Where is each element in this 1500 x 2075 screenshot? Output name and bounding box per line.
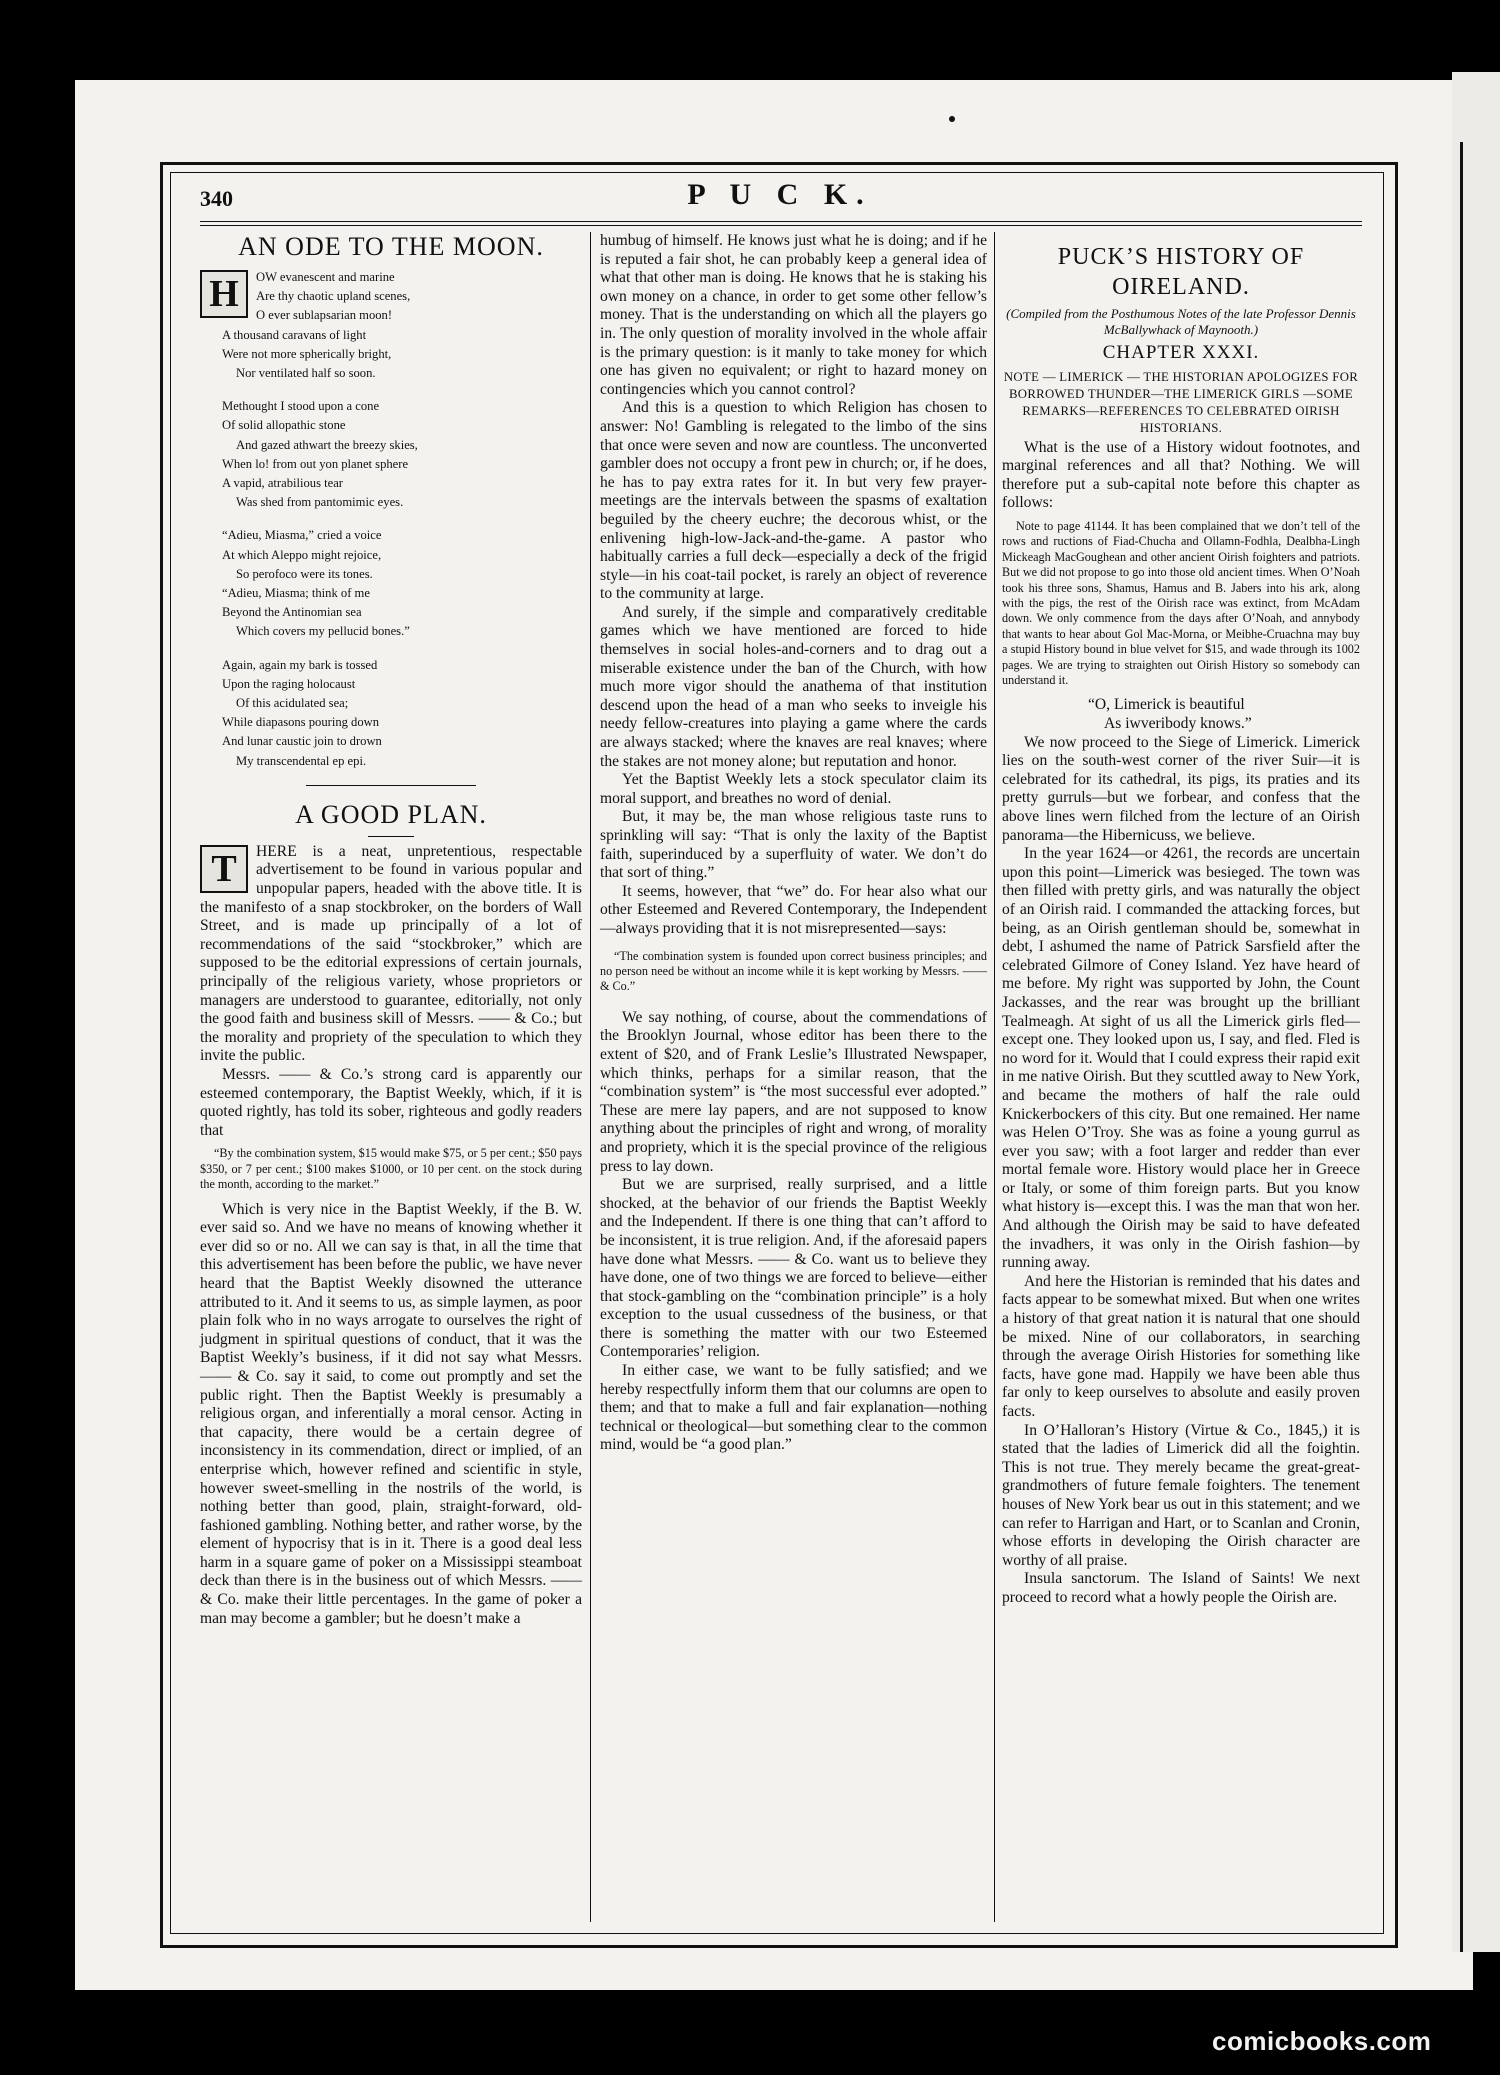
plan-quote (200, 1146, 582, 1192)
poem-stanza-1 (200, 268, 582, 383)
poem-line: Were not more spherically bright, (222, 346, 392, 361)
poem-line: OW evanescent and marine (256, 270, 395, 284)
plan-paragraph-3: Which is very nice in the Baptist Weekly, if the B. W. ever said so. And we have no means of knowing whether it ever did so or no. All we can say is that, in all the time that this advertisement has been before the public, we have never heard that the Baptist Weekly disowned the utterance attributed to it. And it seems to us, as simple laymen, as poor plain folk who in no ways arrogate to ourselves the right of judgment in spiritual questions of conduct, that it was the Baptist Weekly’s business, if it did not say what Messrs. —— & Co. say it said, to come out promptly and set the public right. Then the Baptist Weekly is presumably a religious organ, and inferentially a moral censor. Acting in that capacity, there would be a certain degree of inconsistency in its commendation, direct or implied, of an enterprise which, however refined and scientific in style, however sweet-smelling in the nostrils of the world, is nothing better than good, plain, straight-forward, old-fashioned gambling. Nothing better, and rather worse, by the element of hypocrisy that is in it. There is a good deal less harm in a square game of poker on a Mississippi steamboat deck than there is in the business out of which Messrs. —— & Co. make their little percentages. In the game of poker a man may become a gambler; but he doesn’t make a (200, 1200, 582, 1627)
history-paragraph-6: Insula sanctorum. The Island of Saints! We next proceed to record what a howly people the Oirish are. (1002, 1570, 1360, 1606)
poem-line: Upon the raging holocaust (222, 676, 356, 691)
plan-drop-cap: T (200, 845, 248, 893)
header-rule-bottom (200, 225, 1362, 226)
col2-paragraph-3: And surely, if the simple and comparatively creditable games which we have mentioned are forced to hide themselves in social holes-and-corners and to drag out a miserable existence under the ban of the Church, with how much more vigor should the anathema of that institution descend upon the head of a man who seeks to inveigle his needy fellow-creatures into playing a game where the cards are always stacked; where the knaves are real knaves; where the stakes are not money alone; but reputation and honor. (600, 603, 987, 770)
ode-title: AN ODE TO THE MOON. (238, 232, 544, 261)
history-title: PUCK’S HISTORY OF OIRELAND. (1057, 244, 1305, 300)
col2-paragraph-5: But, it may be, the man whose religious taste runs to sprinkling will say: “That is only the laxity of the Baptist faith, superinduced by a superfluity of water. We don’t do that sort of thing.” (600, 808, 987, 882)
good-plan-title: A GOOD PLAN. (295, 799, 487, 829)
col2-paragraph-7: We say nothing, of course, about the commendations of the Brooklyn Journal, whose editor has been there to the extent of $20, and of Frank Leslie’s Illustrated Newspaper, which thinks, perhaps for a similar reason, that the “combination system” is “the most successful ever adopted.” These are mere lay papers, and are not supposed to know anything about the principles of right and wrong, of morality and propriety, which it is the special province of the religious press to lay down. (600, 1008, 987, 1175)
ink-dot (949, 116, 955, 122)
poem-line: Of solid allopathic stone (222, 418, 346, 433)
poem-line: A thousand caravans of light (222, 327, 367, 342)
poem-line: O ever sublapsarian moon! (256, 308, 393, 323)
poem-line: Was shed from pantomimic eyes. (236, 495, 404, 510)
history-paragraph-1: What is the use of a History widout footnotes, and marginal references and all that? Nothing. We will therefore put a sub-capital note before this chapter as follows: (1002, 438, 1360, 512)
independent-quote (600, 949, 987, 995)
poem-line: Of this acidulated sea; (236, 696, 349, 711)
plan-paragraph-1: HERE is a neat, unpretentious, respectable advertisement to be found in various popular and unpopular papers, headed with the above title. It is the manifesto of a snap stockbroker, on the borders of Wall Street, and is made up principally of a lot of recommendations of the said “stockbroker,” which are supposed to be the editorial expressions of certain journals, principally of the religious variety, whose proprietors or managers are understood to guarantee, editorially, not only the good faith and business skill of Messrs. —— & Co.; but the morality and propriety of the speculation to which they invite the public. (200, 842, 582, 1065)
verse-line-2: As iwveribody knows.” (1104, 715, 1252, 733)
poem-line: “Adieu, Miasma; think of me (222, 586, 370, 601)
ode-drop-cap: H (200, 270, 248, 318)
column-divider-right (994, 232, 995, 1922)
poem-stanza-3 (222, 526, 582, 641)
page-number: 340 (200, 186, 233, 211)
poem-line: And gazed athwart the breezy skies, (236, 437, 418, 452)
page-header (200, 178, 1360, 218)
poem-line: While diapasons pouring down (222, 715, 380, 730)
history-paragraph-3: In the year 1624—or 4261, the records are uncertain upon this point—Limerick was besieged. The town was then filled with pretty girls, and was naturally the object of an Oirish raid. I commanded the attacking forces, but being, as an Oirish gentleman should be, somewhat in debt, I ashumed the name of Patrick Sarsfield after the celebrated Gilmore of Coney Island. Yez have heard of me before. My right was supported by John, the Count Jackasses, and the rear was brought up the brilliant Tealmeagh. At sight of us all the Limerick girls fled—except one. They looked upon us, I say, and fled. Fled is no word for it. Would that I could express their rapid exit in me native Oirish. But they scuttled away to New York, and became the mothers of half the rale ould Knickerbockers of this city. But one remained. Her name was Helen O’Troy. She was as foine a young gurrul as ever you saw; with a foot larger and redder than ever mortal female wore. History would place her in Greece or Italy, or some of thim foreign parts. But you know what history is—except this. I was the man that won her. And although the Oirish may be said to have defeated the invadhers, it was only in the Oirish fashion—by running away. (1002, 845, 1360, 1272)
col2-paragraph-4: Yet the Baptist Weekly lets a stock speculator claim its moral support, and breathes no word of denial. (600, 771, 987, 807)
poem-line: Again, again my bark is tossed (222, 657, 378, 672)
history-paragraph-2: We now proceed to the Siege of Limerick. Limerick lies on the south-west corner of the river Suir—it is celebrated for its cathedral, its pigs, its praties and its pretty gurruls—but we forbear, and confess that the above lines wern filched from the lecture of an Oirish panorama—the Hibernicuss, we believe. (1002, 733, 1360, 844)
section-separator (306, 785, 476, 786)
footnote-block (1002, 519, 1360, 688)
poem-line: At which Aleppo might rejoice, (222, 547, 382, 562)
history-paragraph-4: And here the Historian is reminded that his dates and facts appear to be somewhat mixed. But when one writes a history of that great nation it is natural that one should be mixed. Nine of our collaborators, in searching through the average Oirish Histories for something like facts, have gone mad. Happily we have been able thus far only to keep ourselves to absolute and easily proven facts. (1002, 1272, 1360, 1420)
poem-line: Which covers my pellucid bones.” (236, 624, 410, 639)
column-1 (200, 232, 582, 1628)
col2-paragraph-8: But we are surprised, really surprised, and a little shocked, at the behavior of our friends the Baptist Weekly and the Independent. If there is one thing that can’t afford to be inconsistent, it is true religion. And, if the aforesaid papers have done what Messrs. —— & Co. want us to believe they have done, one of two things we are forced to believe—either that stock-gambling on the “combination principle” is a holy exception to the usual cussedness of the business, or that there is something the matter with our two Esteemed Contemporaries’ religion. (600, 1176, 987, 1361)
next-page-edge (1452, 72, 1500, 1952)
col2-paragraph-6: It seems, however, that “we” do. For hear also what our other Esteemed and Revered Contemporary, the Independent—always providing that it is not misrepresented—says: (600, 882, 987, 937)
poem-line: So perofoco were its tones. (236, 566, 373, 581)
footnote-text: Note to page 41144. It has been complained that we don’t tell of the rows and ructions of Fiad-Chucha and Ollamn-Fodhla, Dealbha-Lingh Mickeagh MacGoughean and other ancient Oirish foighters and patriots. But we did not propose to go into those old ancient times. When O’Noah took his three sons, Shamus, Hamus and B. Jabers into his ark, along with the pigs, the rest of the Oirish race was extinct, from McAdam down. We only commence from the days after O’Noah, and annybody that wants to hear about Gol Mac-Morna, or Meibhe-Cruachna may buy a stupid History bound in blue velvet for $15, and wade through its 1002 pages. We are trying to straighten out Oirish History so somebody can understand it. (1002, 518, 1360, 688)
poem-stanza-2 (222, 397, 582, 512)
poem-stanza-4 (222, 656, 582, 771)
chapter-note: NOTE — LIMERICK — THE HISTORIAN APOLOGIZES FOR BORROWED THUNDER—THE LIMERICK GIRLS —SOME REMARKS—REFERENCES TO CELEBRATED OIRISH HISTORIANS. (1003, 369, 1359, 435)
poem-line: “Adieu, Miasma,” cried a voice (222, 528, 382, 543)
poem-line: Beyond the Antinomian sea (222, 605, 362, 620)
plan-paragraph-2: Messrs. —— & Co.’s strong card is apparently our esteemed contemporary, the Baptist Weekly, which, if it is quoted rightly, has told its sober, righteous and godly readers that (200, 1066, 582, 1139)
verse-line-1: “O, Limerick is beautiful (1088, 696, 1245, 714)
column-3 (1002, 232, 1360, 1608)
col2-paragraph-1: humbug of himself. He knows just what he is doing; and if he is reputed a fair shot, he can probably keep a general idea of what that other man is doing. He knows that he is staking his own money on a chance, in order to get some other fellow’s money. That is the understanding on which all the players go in. The only question of morality involved in the whole affair is the primary question: is it manly to take money for which one has given no equivalent; or right to hazard money on contingencies which you cannot control? (600, 232, 987, 398)
col2-paragraph-2: And this is a question to which Religion has chosen to answer: No! Gambling is relegated to the limbo of the sins that once were seven and now are countless. The unconverted gambler does not occupy a front pew in church; or, if he does, he has to pay extra rates for it. In but very few prayer-meetings are the intervals between the spasms of exaltation beguiled by the cheery euchre; the decorous whist, or the enlivening high-low-Jack-and-the-game. A pastor who habitually carries a full deck—especially a deck of the frigid style—in his coat-tail pocket, is rarely an object of reverence to the community at large. (600, 399, 987, 603)
poem-line: When lo! from out yon planet sphere (222, 456, 409, 471)
column-2 (600, 232, 987, 1455)
chapter-heading: CHAPTER XXXI. (1102, 342, 1260, 363)
poem-line: Nor ventilated half so soon. (236, 366, 376, 381)
ode-poem (200, 268, 582, 383)
poem-line: My transcendental ep epi. (236, 753, 367, 768)
column-divider-left (590, 232, 591, 1922)
poem-line: And lunar caustic join to drown (222, 734, 382, 749)
history-credit: (Compiled from the Posthumous Notes of the late Professor Dennis McBallywhack of Maynooth.) (1006, 306, 1356, 337)
poem-line: Are thy chaotic upland scenes, (256, 289, 411, 304)
ode-poem-cont (222, 397, 582, 771)
history-paragraph-5: In O’Halloran’s History (Virtue & Co., 1845,) it is stated that the ladies of Limerick did all the foightin. This is not true. They merely became the great-great-grandmothers of future female foighters. The tenement houses of New York bear us out in this statement; and we can refer to Harrigan and Hart, or to Scanlan and Cronin, whose efforts in developing the Oirish character are worthy of all praise. (1002, 1421, 1360, 1569)
title-dash (368, 836, 414, 837)
watermark-text: comicbooks.com (1212, 2026, 1432, 2056)
col2-paragraph-9: In either case, we want to be fully satisfied; and we hereby respectfully inform them that our columns are open to them; and that to make a full and fair explanation—nothing technical or theological—but something clear to the common mind, would be “a good plan.” (600, 1362, 987, 1454)
poem-line: A vapid, atrabilious tear (222, 476, 344, 491)
independent-quote-text: “The combination system is founded upon correct business principles; and no person need be without an income while it is kept working by Messrs. —— & Co.” (600, 948, 987, 994)
header-rule-top (200, 221, 1362, 222)
plan-quote-text: “By the combination system, $15 would make $75, or 5 per cent.; $50 pays $350, or 7 per cent.; $100 makes $1000, or 10 per cent. on the stock during the month, according to the market.” (200, 1146, 582, 1192)
poem-line: Methought I stood upon a cone (222, 399, 380, 414)
masthead-title: P U C K. (687, 178, 873, 211)
